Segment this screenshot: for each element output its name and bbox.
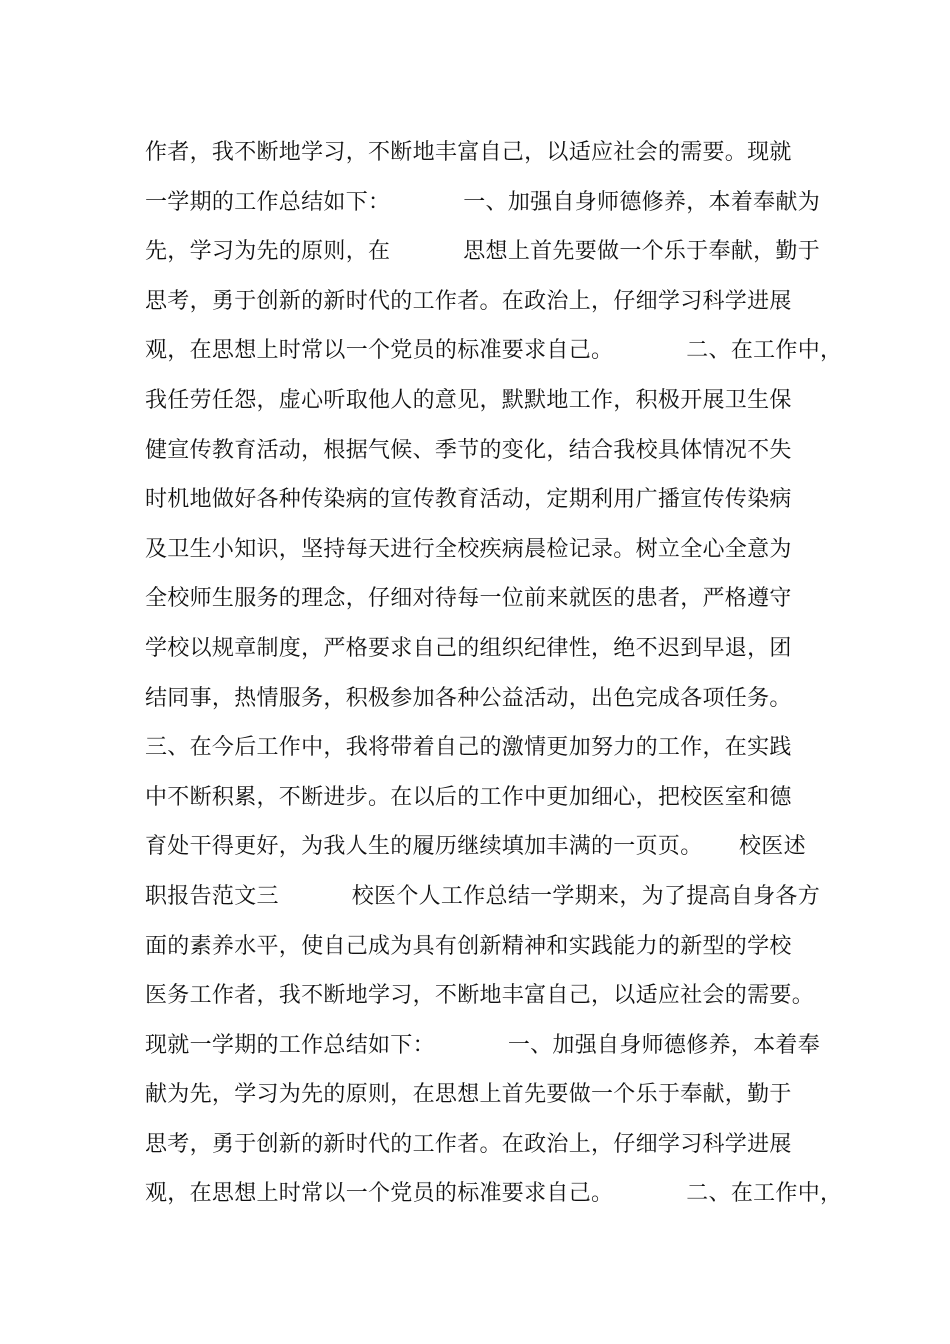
- text-line: 健宣传教育活动，根据气候、季节的变化，结合我校具体情况不失: [145, 437, 792, 463]
- text-line: 及卫生小知识，坚持每天进行全校疾病晨检记录。树立全心全意为: [145, 536, 792, 562]
- text-line: 育处干得更好，为我人生的履历继续填加丰满的一页页。 校医述: [145, 834, 806, 860]
- text-line: 中不断积累，不断进步。在以后的工作中更加细心，把校医室和德: [145, 784, 792, 810]
- text-line: 医务工作者，我不断地学习，不断地丰富自己，以适应社会的需要。: [145, 983, 815, 1009]
- text-line: 献为先，学习为先的原则，在思想上首先要做一个乐于奉献，勤于: [145, 1082, 792, 1108]
- text-line: 思考，勇于创新的新时代的工作者。在政治上，仔细学习科学进展: [145, 1131, 792, 1157]
- text-line: 思考，勇于创新的新时代的工作者。在政治上，仔细学习科学进展: [145, 288, 792, 314]
- text-line: 观，在思想上时常以一个党员的标准要求自己。 二、在工作中，: [145, 338, 843, 364]
- text-line: 观，在思想上时常以一个党员的标准要求自己。 二、在工作中，: [145, 1181, 843, 1207]
- text-line: 结同事，热情服务，积极参加各种公益活动，出色完成各项任务。: [145, 685, 792, 711]
- text-line: 现就一学期的工作总结如下： 一、加强自身师德修养，本着奉: [145, 1032, 821, 1058]
- body-text: [145, 128, 845, 1219]
- text-line: 一学期的工作总结如下： 一、加强自身师德修养，本着奉献为: [145, 189, 821, 215]
- text-line: 学校以规章制度，严格要求自己的组织纪律性，绝不迟到早退，团: [145, 635, 792, 661]
- text-line: 职报告范文三 校医个人工作总结一学期来，为了提高自身各方: [145, 883, 821, 909]
- text-line: 我任劳任怨，虚心听取他人的意见，默默地工作，积极开展卫生保: [145, 387, 792, 413]
- text-line: 三、在今后工作中，我将带着自己的激情更加努力的工作，在实践: [145, 735, 792, 761]
- text-line: 先，学习为先的原则，在 思想上首先要做一个乐于奉献，勤于: [145, 239, 821, 265]
- text-line: 作者，我不断地学习，不断地丰富自己，以适应社会的需要。现就: [145, 140, 792, 165]
- text-line: 全校师生服务的理念，仔细对待每一位前来就医的患者，严格遵守: [145, 586, 792, 612]
- text-line: 面的素养水平，使自己成为具有创新精神和实践能力的新型的学校: [145, 933, 792, 959]
- text-line: 时机地做好各种传染病的宣传教育活动，定期利用广播宣传传染病: [145, 487, 792, 513]
